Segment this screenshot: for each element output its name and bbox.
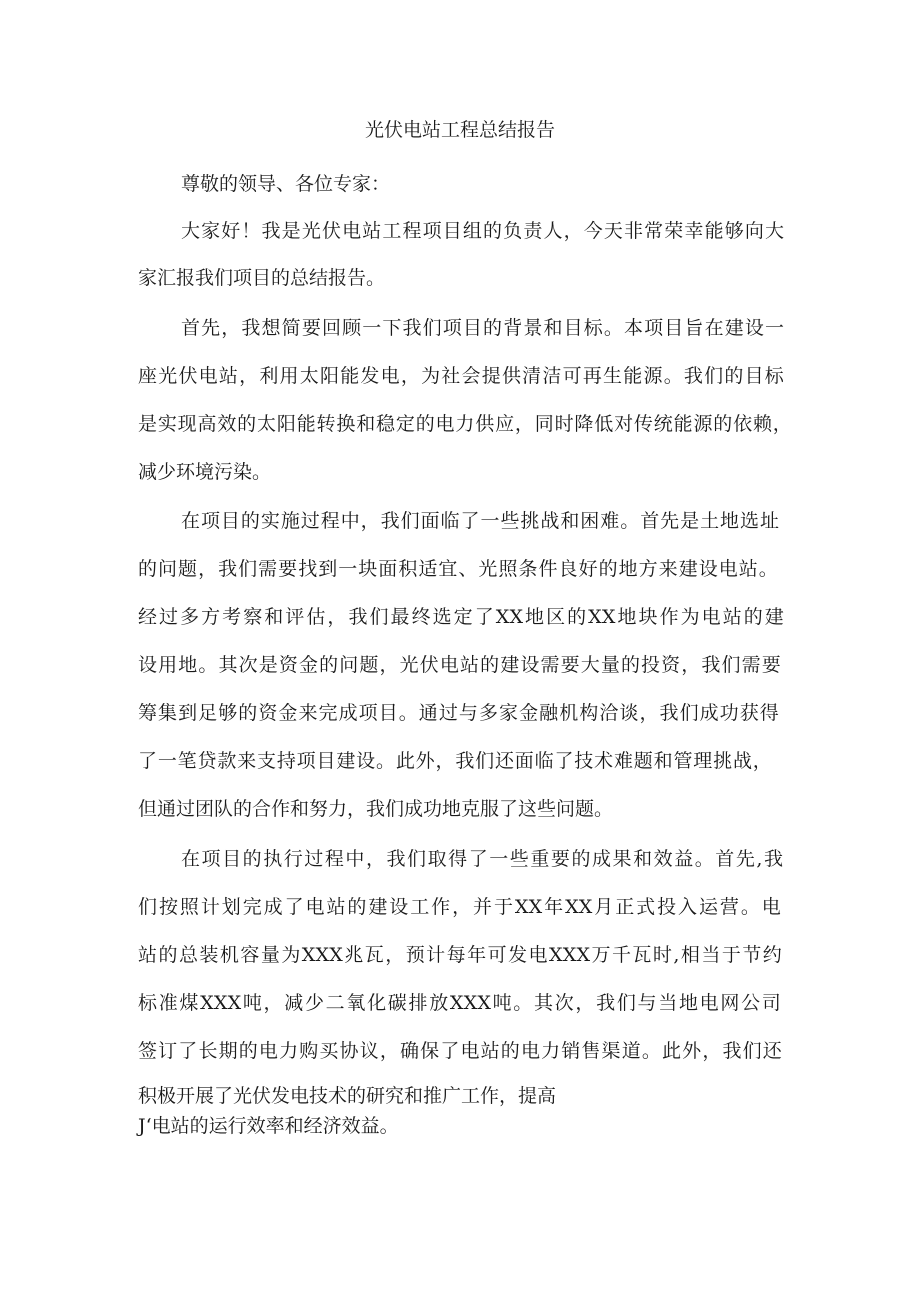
paragraph-line: 大家好！我是光伏电站工程项目组的负责人，今天非常荣幸能够向大 bbox=[181, 220, 784, 242]
paragraph-line: 是实现高效的太阳能转换和稳定的电力供应，同时降低对传统能源的依赖， bbox=[138, 413, 792, 435]
paragraph-line: 们按照计划完成了电站的建设工作，并于XX年XX月正式投入运营。电 bbox=[138, 896, 781, 918]
paragraph-line: 积极开展了光伏发电技术的研究和推广工作，提高 bbox=[138, 1085, 557, 1107]
paragraph-line: 减少环境污染。 bbox=[138, 461, 272, 483]
paragraph-line: J‘电站的运行效率和经济效益。 bbox=[138, 1115, 399, 1137]
paragraph-line: 标准煤XXX吨，减少二氧化碳排放XXX吨。其次，我们与当地电网公司 bbox=[138, 992, 781, 1014]
paragraph-line: 但通过团队的合作和努力，我们成功地克服了这些问题。 bbox=[138, 798, 614, 820]
paragraph-line: 设用地。其次是资金的问题，光伏电站的建设需要大量的投资，我们需要 bbox=[138, 654, 781, 676]
paragraph-line: 家汇报我们项目的总结报告。 bbox=[138, 267, 386, 289]
salutation: 尊敬的领导、各位专家： bbox=[181, 173, 391, 195]
document-title: 光伏电站工程总结报告 bbox=[364, 119, 555, 141]
paragraph-line: 的问题，我们需要找到一块面积适宜、光照条件良好的地方来建设电站。 bbox=[138, 558, 778, 580]
paragraph-line: 了一笔贷款来支持项目建设。此外，我们还面临了技术难题和管理挑战， bbox=[138, 750, 772, 772]
paragraph-line: 座光伏电站，利用太阳能发电，为社会提供清洁可再生能源。我们的目标 bbox=[138, 365, 784, 387]
paragraph-line: 站的总装机容量为XXX兆瓦，预计每年可发电XXX万千瓦时,相当于节约 bbox=[138, 944, 782, 966]
paragraph-line: 签订了长期的电力购买协议，确保了电站的电力销售渠道。此外，我们还 bbox=[138, 1040, 782, 1062]
paragraph-line: 筹集到足够的资金来完成项目。通过与多家金融机构洽谈，我们成功获得 bbox=[138, 702, 779, 724]
paragraph-line: 经过多方考察和评估，我们最终选定了XX地区的XX地块作为电站的建 bbox=[138, 606, 784, 628]
paragraph-line: 在项目的执行过程中，我们取得了一些重要的成果和效益。首先,我 bbox=[181, 848, 783, 870]
paragraph-line: 在项目的实施过程中，我们面临了一些挑战和困难。首先是土地选址 bbox=[181, 510, 779, 532]
paragraph-line: 首先，我想简要回顾一下我们项目的背景和目标。本项目旨在建设一 bbox=[181, 317, 784, 339]
